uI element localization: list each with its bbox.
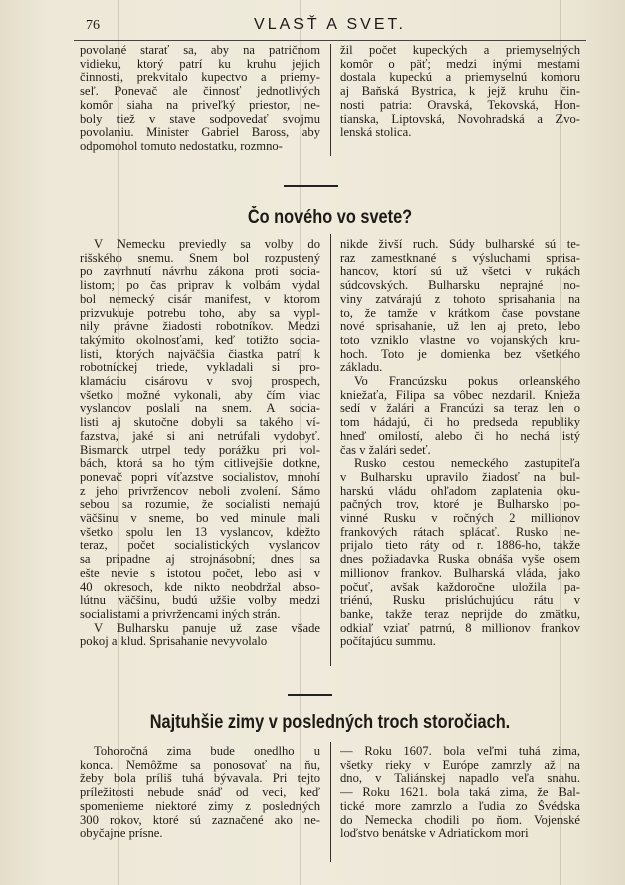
text-line: bol nemecký cisár manifest, v ktorom xyxy=(80,292,320,306)
text-line: hancov, ktorí sú už všetci v rukách xyxy=(340,265,580,279)
text-line: nosti patria: Oravská, Tekovská, Hon- xyxy=(340,98,580,112)
text-line: žeby bola príliš tuhá bývavala. Pri tejto xyxy=(80,772,320,786)
text-line: Bismarck utrpel tedy porážku pri vol- xyxy=(80,443,320,457)
text-line: obyčajne prísne. xyxy=(80,827,163,841)
text-line: lútnu väčšinu, budú užšie volby medzi xyxy=(80,594,320,608)
text-line: prizvukuje potrebu toho, aby sa vypl- xyxy=(80,306,320,320)
text-line: do Nemecka chodili po ňom. Vojenské xyxy=(340,813,580,827)
running-title: VLASŤ A SVET. xyxy=(254,16,406,33)
text-line: dnes požiadavka Ruska obnáša vyše osem xyxy=(340,553,580,567)
text-line: teraz, počet socialistických vyslancov xyxy=(80,539,320,553)
text-line: vyslancov poslali na snem. A socia- xyxy=(80,402,320,416)
text-line: V Bulharsku panuje už zase všade xyxy=(94,621,320,635)
text-line: nily právne žiadosti robotníkov. Medzi xyxy=(80,320,320,334)
text-line: nové sprisahanie, už len aj preto, lebo xyxy=(340,320,580,334)
column-divider xyxy=(330,742,331,862)
text-line: loďstvo benátske v Adriatickom mori xyxy=(340,827,529,841)
text-line: kniežaťa, Filipa sa vôbec nezdaril. Knieža xyxy=(340,388,580,402)
text-line: sa pripadne aj strojnásobní; dnes sa xyxy=(80,553,320,567)
text-line: čas v žalári sedeť. xyxy=(340,443,431,457)
text-line: konca. Nemôžme sa ponosovať na ňu, xyxy=(80,758,320,772)
text-line: dostala kupeckú a priemyselnú komoru xyxy=(340,71,580,85)
text-line: ponevač popri víťazstve socialistov, mnohí xyxy=(80,470,320,484)
text-line: boly tiež v stave sodpovedať svojmu xyxy=(80,112,320,126)
text-line: odkiaľ vziať patrnú, 8 millionov frankov xyxy=(340,621,580,635)
text-line: listom; po čas priprav k volbám vydal xyxy=(80,279,320,293)
text-line: pačných trov, ktoré je Bulharsko po- xyxy=(340,498,580,512)
text-line: listi, ktorých najväčšia čiastka patrí k xyxy=(80,347,320,361)
text-line: v Bulharsku upravilo žiadosť na bul- xyxy=(340,470,580,484)
text-line: takýmito okolnosťami, keď totižto socia- xyxy=(80,333,320,347)
text-line: Rusko cestou nemeckého zastupiteľa xyxy=(354,457,580,471)
text-line: základu. xyxy=(340,361,383,375)
text-line: počítajúcu summu. xyxy=(340,635,436,649)
section-separator xyxy=(288,694,332,696)
column-divider xyxy=(330,44,331,156)
text-line: spomenieme niektoré zimy z posledných xyxy=(80,799,320,813)
text-line: Tohoročná zima bude onedlho u xyxy=(94,745,320,758)
text-line: povolaniu. Minister Gabriel Baross, aby xyxy=(80,126,320,140)
text-line: — Roku 1607. bola veľmi tuhá zima, xyxy=(340,745,580,758)
section-separator xyxy=(284,185,338,187)
text-line: klamáciu cisárovu v svoj prospech, xyxy=(80,375,320,389)
text-line: žil počet kupeckých a priemyselných xyxy=(340,44,580,57)
text-line: činnosti, prekvitalo kupectvo a priemy- xyxy=(80,71,320,85)
text-line: lenská stolica. xyxy=(340,126,412,140)
text-line: sebou sa rozumie, že socialisti nemajú xyxy=(80,498,320,512)
text-line: vidieku, ktorý patrí ku kruhu jejich xyxy=(80,57,320,71)
text-line: socialistami a privržencami iných strán. xyxy=(80,607,281,621)
text-line: prijalo tieto ráty od r. 1886-ho, takže xyxy=(340,539,580,553)
text-line: tianska, Liptovská, Novohradská a Zvo- xyxy=(340,112,580,126)
text-line: z jeho privržencov neboli zvolení. Sámo xyxy=(80,484,320,498)
text-line: po zavrhnutí návrhu zákona proti socia- xyxy=(80,265,320,279)
top-left-column xyxy=(80,44,320,154)
news-right-column xyxy=(340,238,580,649)
text-line: hneď omilostí, alebo či ho nechá istý xyxy=(340,429,580,443)
text-line: hoch. Toto je domienka bez všetkého xyxy=(340,347,580,361)
text-line: tické more zamrzlo a ľudia zo Švédska xyxy=(340,799,580,813)
text-line: V Nemecku previedly sa volby do xyxy=(94,238,320,251)
page-header xyxy=(74,14,586,41)
text-line: bách, ktorá sa ho tým citlivejšie dotkne, xyxy=(80,457,320,471)
text-line: harskú vládu ohľadom zaplatenia oku- xyxy=(340,484,580,498)
text-line: pokoj a klud. Sprisahanie nevyvolalo xyxy=(80,635,268,649)
text-line: súdcovských. Bulharsku neprajné no- xyxy=(340,279,580,293)
text-line: robotníckej triede, vykladali si pro- xyxy=(80,361,320,375)
text-line: triénú, Rusku prislúchujúcu rátu v xyxy=(340,594,580,608)
text-line: väčšinu v sneme, bo ved minule mali xyxy=(80,512,320,526)
text-line: fazstva, jaké si ani netrúfali vydobyť. xyxy=(80,429,320,443)
text-line: 300 rokov, ktoré sú zaznačené ako ne- xyxy=(80,813,320,827)
text-line: nikde živší ruch. Súdy bulharské sú te- xyxy=(340,238,580,251)
text-line: aj Baňská Bystrica, k jejž kruhu čin- xyxy=(340,85,580,99)
news-left-column xyxy=(80,238,320,649)
column-divider xyxy=(330,234,331,666)
text-line: všetky rieky v Európe zamrzly až na xyxy=(340,758,580,772)
text-line: komôr siaha na priveľký priestor, ne- xyxy=(80,98,320,112)
text-line: 40 okresoch, kde nikto neobdržal abso- xyxy=(80,580,320,594)
text-line: ešte nevie s istotou počet, lebo asi v xyxy=(80,566,320,580)
text-line: — Roku 1621. bola taká zima, že Bal- xyxy=(340,786,580,800)
top-right-column xyxy=(340,44,580,140)
text-line: komôr o päť; medzi inými mestami xyxy=(340,57,580,71)
text-line: banke, takže teraz neprijde do zmätku, xyxy=(340,607,580,621)
text-line: frankových rátach splácať. Rusko ne- xyxy=(340,525,580,539)
section-title-winters: Najtuhšie zimy v posledných troch storočiach. xyxy=(149,712,511,733)
text-line: všetko možné vykonali, aby čím viac xyxy=(80,388,320,402)
section-title-news: Čo nového vo svete? xyxy=(247,207,413,228)
text-line: sedí v žalári a Francúzi sa teraz len o xyxy=(340,402,580,416)
text-line: Vo Francúzsku pokus orleanského xyxy=(354,375,580,389)
text-line: počuť, avšak každoročne uložila pa- xyxy=(340,580,580,594)
text-line: všetko spolu len 13 vyslancov, kdežto xyxy=(80,525,320,539)
text-line: seľ. Ponevač ale činnosť jednotlivých xyxy=(80,85,320,99)
text-line: dno, v Taliánskej napadlo veľa snahu. xyxy=(340,772,580,786)
text-line: rišského snemu. Snem bol rozpustený xyxy=(80,251,320,265)
text-line: viny zatvárajú z tohoto sprisahania na xyxy=(340,292,580,306)
text-line: tom hádajú, či ho predseda republiky xyxy=(340,416,580,430)
text-line: vinné Rusku v ročných 2 millionov xyxy=(340,512,580,526)
text-line: raz zamestknané s výsluchami sprisa- xyxy=(340,251,580,265)
text-line: listi aj skutočne dobyli sa takého ví- xyxy=(80,416,320,430)
text-line: to, že tamže v krátkom čase povstane xyxy=(340,306,580,320)
page-number: 76 xyxy=(86,18,100,33)
text-line: príležitosti nebude snáď od veci, keď xyxy=(80,786,320,800)
winters-left-column xyxy=(80,745,320,841)
text-line: povolané starať sa, aby na patričnom xyxy=(80,44,320,57)
text-line: odpomohol tomuto nedostatku, rozmno- xyxy=(80,139,283,153)
winters-right-column xyxy=(340,745,580,841)
text-line: toto vzniklo vlastne vo vojanských kru- xyxy=(340,333,580,347)
text-line: millionov frankov. Bulharská vláda, jako xyxy=(340,566,580,580)
